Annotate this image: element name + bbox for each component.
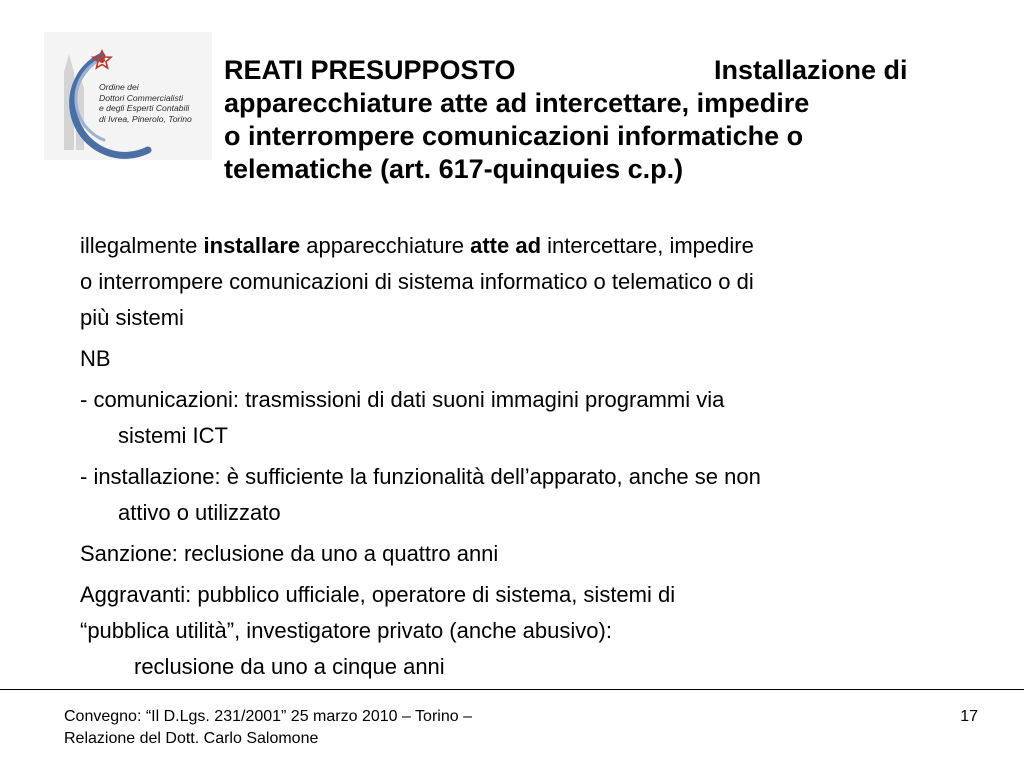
intro-bold-atte-ad: atte ad xyxy=(470,233,542,258)
footer-line-1: Convegno: “Il D.Lgs. 231/2001” 25 marzo 2010 – Torino – xyxy=(64,708,472,725)
logo xyxy=(44,32,212,160)
intro-line-2: o interrompere comunicazioni di sistema informatico o telematico o di xyxy=(80,269,754,294)
intro-paragraph xyxy=(80,228,980,336)
slide-title xyxy=(224,54,984,186)
comunicazioni-line-2: sistemi ICT xyxy=(118,423,228,448)
installazione-line-2: attivo o utilizzato xyxy=(118,500,281,525)
title-line-3: o interrompere comunicazioni informatiche o xyxy=(224,121,804,151)
aggravanti-line-3: reclusione da uno a cinque anni xyxy=(134,654,445,679)
logo-text xyxy=(99,82,211,124)
intro-text: illegalmente xyxy=(80,233,204,258)
page-number: 17 xyxy=(960,708,978,725)
comunicazioni-line-1: - comunicazioni: trasmissioni di dati suoni immagini programmi via xyxy=(80,387,725,412)
comunicazioni-item xyxy=(80,382,980,454)
nb-label: NB xyxy=(80,346,111,371)
footer-line-2: Relazione del Dott. Carlo Salomone xyxy=(64,730,319,747)
sanzione-item: Sanzione: reclusione da uno a quattro anni xyxy=(80,541,499,566)
logo-line: e degli Esperti Contabili xyxy=(99,103,190,114)
intro-bold-installare: installare xyxy=(203,233,301,258)
title-line-2: apparecchiature atte ad intercettare, impedire xyxy=(224,88,810,118)
logo-line: Dottori Commercialisti xyxy=(99,92,184,103)
title-subject: Installazione di xyxy=(714,55,908,85)
installazione-line-1: - installazione: è sufficiente la funzionalità dell’apparato, anche se non xyxy=(80,464,761,489)
aggravanti-line-2: “pubblica utilità”, investigatore privato (anche abusivo): xyxy=(80,618,612,643)
logo-line: di Ivrea, Pinerolo, Torino xyxy=(99,113,192,124)
intro-line-3: più sistemi xyxy=(80,305,184,330)
intro-text: apparecchiature xyxy=(300,233,471,258)
title-topic: REATI PRESUPPOSTO xyxy=(224,55,516,85)
aggravanti-line-1: Aggravanti: pubblico ufficiale, operatore di sistema, sistemi di xyxy=(80,582,676,607)
logo-line: Ordine dei xyxy=(99,82,139,92)
installazione-item xyxy=(80,459,980,531)
slide-body xyxy=(80,228,980,685)
footer xyxy=(64,706,472,750)
aggravanti-item xyxy=(80,577,980,685)
title-line-4: telematiche (art. 617-quinquies c.p.) xyxy=(224,154,684,184)
intro-line-1 xyxy=(80,228,980,264)
intro-text: intercettare, impedire xyxy=(541,233,754,258)
title-line-1 xyxy=(224,54,984,87)
footer-divider xyxy=(0,689,1024,690)
